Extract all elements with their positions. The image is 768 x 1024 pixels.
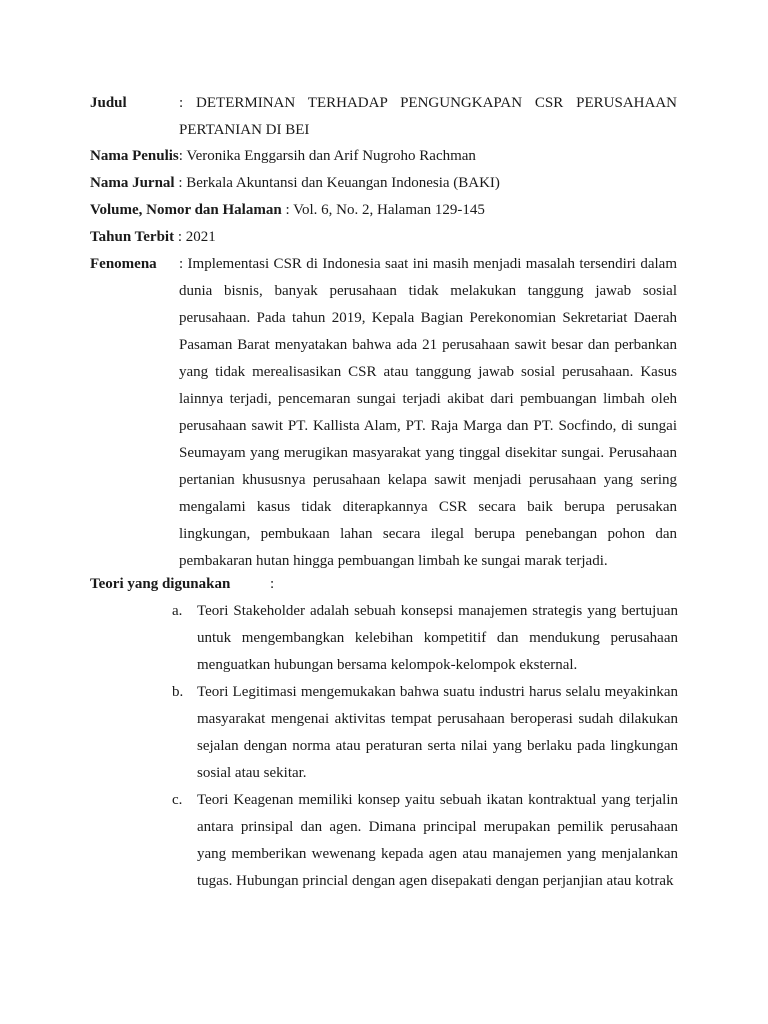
tahun-row [90, 224, 216, 251]
tahun-label: Tahun Terbit [90, 229, 175, 245]
jurnal-value: : Berkala Akuntansi dan Keuangan Indonesia (BAKI) [174, 175, 500, 191]
teori-label: Teori yang digunakan [90, 576, 231, 592]
volume-value: : Vol. 6, No. 2, Halaman 129-145 [281, 202, 485, 218]
penulis-value: : Veronika Enggarsih dan Arif Nugroho Rachman [178, 148, 476, 164]
jurnal-label: Nama Jurnal [90, 175, 175, 191]
list-marker: c. [172, 792, 183, 808]
list-item-text: Teori Legitimasi mengemukakan bahwa suatu industri harus selalu meyakinkan masyarakat mengenai aktivitas tempat perusahaan beroperasi sudah dilakukan sejalan dengan norma atau peraturan serta nilai yang berlaku pada lingkungan sosial atau sekitar. [197, 684, 678, 781]
judul-value: : DETERMINAN TERHADAP PENGUNGKAPAN CSR PERUSAHAAN PERTANIAN DI BEI [179, 95, 677, 138]
teori-colon: : [270, 576, 275, 592]
teori-heading [90, 571, 690, 598]
fenomena-label: Fenomena [90, 256, 157, 272]
volume-row [90, 197, 485, 224]
judul-label: Judul [90, 95, 127, 111]
list-marker: a. [172, 603, 183, 619]
tahun-value: : 2021 [174, 229, 216, 245]
penulis-label: Nama Penulis [90, 148, 179, 164]
fenomena-text: : Implementasi CSR di Indonesia saat ini masih menjadi masalah tersendiri dalam dunia bisnis, banyak perusahaan tidak melakukan tanggung jawab sosial perusahaan. Pada tahun 2019, Kepala Bagian Perekonomian Sekretariat Daerah Pasaman Barat menyatakan bahwa ada 21 perusahaan sawit besar dan perbankan yang tidak merealisasikan CSR atau tanggung jawab sosial perusahaan. Kasus lainnya terjadi, pencemaran sungai terjadi akibat dari pembuangan limbah oleh perusahaan sawit PT. Kallista Alam, PT. Raja Marga dan PT. Socfindo, di sungai Seumayam yang merugikan masyarakat yang tinggal disekitar sungai. Perusahaan pertanian khususnya perusahaan kelapa sawit menjadi perusahaan yang sering mengalami kasus tidak diterapkannya CSR secara baik berupa perusakan lingkungan, pembukaan lahan secara ilegal berupa penebangan pohon dan pembakaran hutan hingga pembuangan limbah ke sungai marak terjadi. [179, 256, 677, 569]
list-item-text: Teori Keagenan memiliki konsep yaitu sebuah ikatan kontraktual yang terjalin antara prinsipal dan agen. Dimana principal merupakan pemilik perusahaan yang memberikan wewenang kepada agen atau manajemen yang menjalankan tugas. Hubungan princial dengan agen disepakati dengan perjanjian atau kotrak [197, 792, 678, 889]
list-item-text: Teori Stakeholder adalah sebuah konsepsi manajemen strategis yang bertujuan untuk mengembangkan kelebihan kompetitif dan mendukung perusahaan menguatkan hubungan bersama kelompok-kelompok eksternal. [197, 603, 678, 673]
list-marker: b. [172, 684, 184, 700]
penulis-row [90, 143, 476, 170]
volume-label: Volume, Nomor dan Halaman [90, 202, 282, 218]
jurnal-row [90, 170, 500, 197]
